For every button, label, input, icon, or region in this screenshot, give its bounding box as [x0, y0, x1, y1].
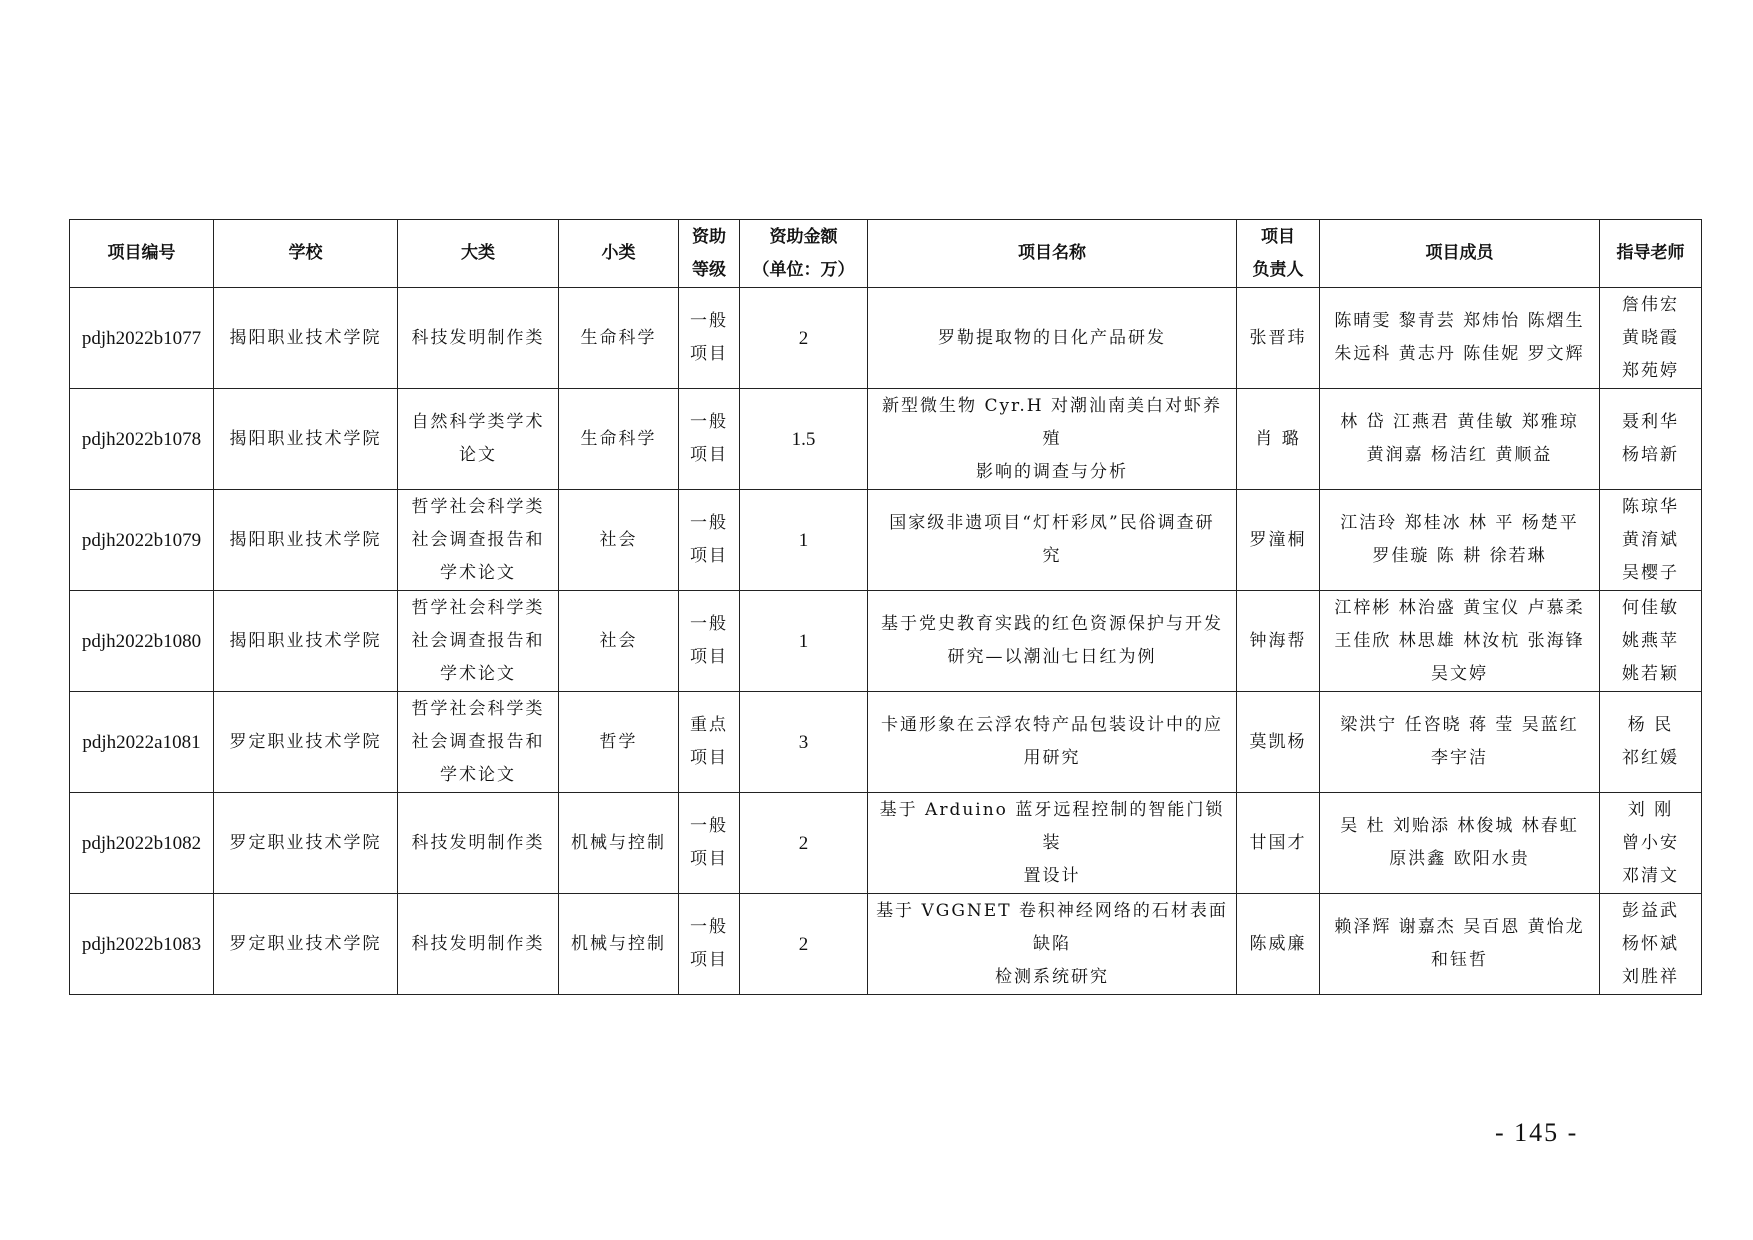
project-name-cell-line: 置设计 [1023, 865, 1081, 886]
table-row [70, 490, 1702, 591]
members-cell-line: 李宇洁 [1431, 748, 1488, 768]
level-cell-line: 项目 [690, 445, 728, 465]
project-name-cell [868, 288, 1237, 389]
project-name-cell-line: 影响的调查与分析 [976, 461, 1128, 482]
project-id-cell: pdjh2022b1078 [70, 389, 214, 490]
level-cell-line: 项目 [690, 950, 728, 970]
members-cell-line: 原洪鑫 欧阳水贵 [1389, 849, 1530, 869]
leader-cell: 莫凯杨 [1237, 692, 1320, 793]
members-cell [1320, 490, 1600, 591]
level-cell-line: 重点 [690, 715, 728, 735]
category-cell-line: 论文 [459, 445, 497, 465]
school-cell: 揭阳职业技术学院 [214, 389, 398, 490]
category-cell [398, 389, 559, 490]
advisors-cell [1600, 389, 1702, 490]
project-name-cell-line: 基于党史教育实践的红色资源保护与开发 [881, 614, 1223, 634]
advisors-cell-line: 陈琼华 [1622, 496, 1679, 517]
level-cell-line: 一般 [690, 513, 728, 533]
subcategory-cell: 机械与控制 [559, 793, 679, 894]
advisors-cell-line: 黄淯斌 [1622, 529, 1679, 550]
amount-cell: 2 [740, 288, 868, 389]
category-cell [398, 692, 559, 793]
project-id-cell: pdjh2022b1083 [70, 894, 214, 995]
school-cell: 揭阳职业技术学院 [214, 591, 398, 692]
project-name-cell-line: 研究—以潮汕七日红为例 [947, 647, 1157, 667]
project-name-cell-line: 基于 Arduino 蓝牙远程控制的智能门锁装 [879, 799, 1225, 853]
project-name-cell-line: 用研究 [1023, 748, 1081, 768]
members-cell [1320, 793, 1600, 894]
amount-cell: 3 [740, 692, 868, 793]
project-name-cell-line: 卡通形象在云浮农特产品包装设计中的应 [881, 715, 1223, 735]
header-leader [1237, 220, 1320, 288]
amount-cell: 1 [740, 490, 868, 591]
header-leader-line: 负责人 [1252, 259, 1304, 280]
header-amount-line: （单位：万） [752, 259, 855, 280]
subcategory-cell: 生命科学 [559, 389, 679, 490]
category-cell-line: 学术论文 [440, 562, 516, 583]
members-cell [1320, 288, 1600, 389]
members-cell-line: 罗佳璇 陈 耕 徐若琳 [1372, 546, 1547, 566]
subcategory-cell: 社会 [559, 490, 679, 591]
advisors-cell [1600, 793, 1702, 894]
members-cell-line: 林 岱 江燕君 黄佳敏 郑雅琼 [1340, 412, 1579, 432]
advisors-cell-line: 彭益武 [1622, 900, 1679, 921]
school-cell: 罗定职业技术学院 [214, 692, 398, 793]
subcategory-cell: 生命科学 [559, 288, 679, 389]
level-cell-line: 项目 [690, 647, 728, 667]
project-name-cell-line: 新型微生物 Cyr.H 对潮汕南美白对虾养殖 [882, 395, 1222, 449]
advisors-cell-line: 聂利华 [1622, 412, 1679, 432]
category-cell-line: 哲学社会科学类 [411, 496, 545, 517]
level-cell [679, 894, 740, 995]
table-row [70, 288, 1702, 389]
level-cell [679, 288, 740, 389]
members-cell-line: 江洁玲 郑桂冰 林 平 杨楚平 [1340, 513, 1579, 533]
school-cell: 揭阳职业技术学院 [214, 288, 398, 389]
project-id-cell: pdjh2022b1082 [70, 793, 214, 894]
category-cell [398, 894, 559, 995]
level-cell-line: 一般 [690, 412, 728, 432]
project-id-cell: pdjh2022b1079 [70, 490, 214, 591]
level-cell-line: 项目 [690, 748, 728, 768]
amount-cell: 2 [740, 894, 868, 995]
advisors-cell-line: 邓清文 [1622, 865, 1679, 886]
leader-cell: 张晋玮 [1237, 288, 1320, 389]
category-cell-line: 学术论文 [440, 663, 516, 684]
header-level [679, 220, 740, 288]
category-cell-line: 社会调查报告和 [411, 731, 545, 752]
project-name-cell [868, 490, 1237, 591]
advisors-cell-line: 杨培新 [1622, 445, 1679, 465]
advisors-cell-line: 姚燕苹 [1622, 630, 1679, 651]
project-name-cell-line: 国家级非遗项目“灯杆彩凤”民俗调查研 [889, 513, 1215, 533]
members-cell-line: 赖泽辉 谢嘉杰 吴百恩 黄怡龙 [1334, 917, 1585, 937]
level-cell-line: 一般 [690, 816, 728, 836]
level-cell [679, 490, 740, 591]
members-cell [1320, 692, 1600, 793]
leader-cell: 甘国才 [1237, 793, 1320, 894]
leader-cell: 肖 璐 [1237, 389, 1320, 490]
project-name-cell [868, 793, 1237, 894]
table-row [70, 692, 1702, 793]
advisors-cell-line: 祁红媛 [1622, 748, 1679, 768]
members-cell-line: 王佳欣 林思雄 林汝杭 张海锋 [1334, 630, 1585, 651]
project-name-cell-line: 究 [1042, 546, 1062, 566]
level-cell-line: 项目 [690, 546, 728, 566]
header-school: 学校 [214, 220, 398, 288]
school-cell: 罗定职业技术学院 [214, 793, 398, 894]
table-row [70, 894, 1702, 995]
header-amount-line: 资助金额 [769, 226, 838, 247]
header-subcategory: 小类 [559, 220, 679, 288]
category-cell-line: 自然科学类学术 [411, 412, 545, 432]
project-name-cell [868, 591, 1237, 692]
members-cell-line: 吴文婷 [1431, 663, 1488, 684]
header-amount [740, 220, 868, 288]
members-cell-line: 和钰哲 [1431, 950, 1488, 970]
header-category: 大类 [398, 220, 559, 288]
advisors-cell-line: 刘胜祥 [1622, 966, 1679, 987]
members-cell-line: 吴 杜 刘贻添 林俊城 林春虹 [1340, 816, 1579, 836]
category-cell [398, 288, 559, 389]
header-level-line: 资助 [692, 226, 726, 247]
category-cell [398, 591, 559, 692]
advisors-cell-line: 郑苑婷 [1622, 360, 1679, 381]
project-name-cell [868, 894, 1237, 995]
advisors-cell [1600, 692, 1702, 793]
header-advisors: 指导老师 [1600, 220, 1702, 288]
subcategory-cell: 机械与控制 [559, 894, 679, 995]
advisors-cell-line: 詹伟宏 [1622, 294, 1679, 315]
project-id-cell: pdjh2022b1077 [70, 288, 214, 389]
category-cell-line: 科技发明制作类 [411, 327, 545, 348]
advisors-cell-line: 黄晓霞 [1622, 327, 1679, 348]
members-cell [1320, 591, 1600, 692]
advisors-cell-line: 杨怀斌 [1622, 933, 1679, 954]
header-id: 项目编号 [70, 220, 214, 288]
project-name-cell-line: 检测系统研究 [995, 966, 1109, 987]
category-cell-line: 科技发明制作类 [411, 933, 545, 954]
category-cell-line: 学术论文 [440, 764, 516, 785]
subcategory-cell: 哲学 [559, 692, 679, 793]
header-leader-line: 项目 [1261, 226, 1295, 247]
amount-cell: 2 [740, 793, 868, 894]
members-cell [1320, 389, 1600, 490]
amount-cell: 1.5 [740, 389, 868, 490]
header-level-line: 等级 [692, 259, 726, 280]
category-cell [398, 490, 559, 591]
table-row [70, 389, 1702, 490]
level-cell-line: 项目 [690, 344, 728, 364]
table-body [70, 288, 1702, 995]
advisors-cell [1600, 894, 1702, 995]
project-name-cell-line: 基于 VGGNET 卷积神经网络的石材表面缺陷 [876, 900, 1228, 954]
level-cell-line: 一般 [690, 311, 728, 331]
level-cell-line: 一般 [690, 614, 728, 634]
advisors-cell [1600, 591, 1702, 692]
project-table [69, 219, 1702, 995]
school-cell: 揭阳职业技术学院 [214, 490, 398, 591]
project-name-cell-line: 罗勒提取物的日化产品研发 [938, 327, 1166, 348]
category-cell [398, 793, 559, 894]
level-cell [679, 389, 740, 490]
advisors-cell [1600, 490, 1702, 591]
members-cell-line: 朱远科 黄志丹 陈佳妮 罗文辉 [1334, 344, 1585, 364]
level-cell [679, 692, 740, 793]
page-number: - 145 - [1495, 1118, 1579, 1147]
advisors-cell-line: 何佳敏 [1622, 597, 1679, 618]
members-cell-line: 黄润嘉 杨洁红 黄顺益 [1366, 445, 1553, 465]
table-row [70, 591, 1702, 692]
advisors-cell-line: 吴樱子 [1622, 562, 1679, 583]
level-cell [679, 793, 740, 894]
advisors-cell-line: 姚若颖 [1622, 663, 1679, 684]
advisors-cell-line: 刘 刚 [1627, 799, 1674, 820]
amount-cell: 1 [740, 591, 868, 692]
category-cell-line: 哲学社会科学类 [411, 597, 545, 618]
category-cell-line: 社会调查报告和 [411, 529, 545, 550]
members-cell [1320, 894, 1600, 995]
advisors-cell-line: 曾小安 [1622, 832, 1679, 853]
members-cell-line: 江梓彬 林治盛 黄宝仪 卢慕柔 [1334, 597, 1585, 618]
category-cell-line: 哲学社会科学类 [411, 698, 545, 719]
table-row [70, 793, 1702, 894]
project-name-cell [868, 389, 1237, 490]
category-cell-line: 科技发明制作类 [411, 832, 545, 853]
project-id-cell: pdjh2022a1081 [70, 692, 214, 793]
project-id-cell: pdjh2022b1080 [70, 591, 214, 692]
advisors-cell-line: 杨 民 [1627, 715, 1674, 735]
level-cell [679, 591, 740, 692]
leader-cell: 钟海帮 [1237, 591, 1320, 692]
level-cell-line: 一般 [690, 917, 728, 937]
category-cell-line: 社会调查报告和 [411, 630, 545, 651]
header-members: 项目成员 [1320, 220, 1600, 288]
leader-cell: 罗潼桐 [1237, 490, 1320, 591]
header-name: 项目名称 [868, 220, 1237, 288]
advisors-cell [1600, 288, 1702, 389]
table-header [70, 220, 1702, 288]
subcategory-cell: 社会 [559, 591, 679, 692]
school-cell: 罗定职业技术学院 [214, 894, 398, 995]
level-cell-line: 项目 [690, 849, 728, 869]
members-cell-line: 陈晴雯 黎青芸 郑炜怡 陈熠生 [1334, 311, 1585, 331]
project-name-cell [868, 692, 1237, 793]
members-cell-line: 梁洪宁 任咨晓 蒋 莹 吴蓝红 [1340, 715, 1579, 735]
leader-cell: 陈威廉 [1237, 894, 1320, 995]
